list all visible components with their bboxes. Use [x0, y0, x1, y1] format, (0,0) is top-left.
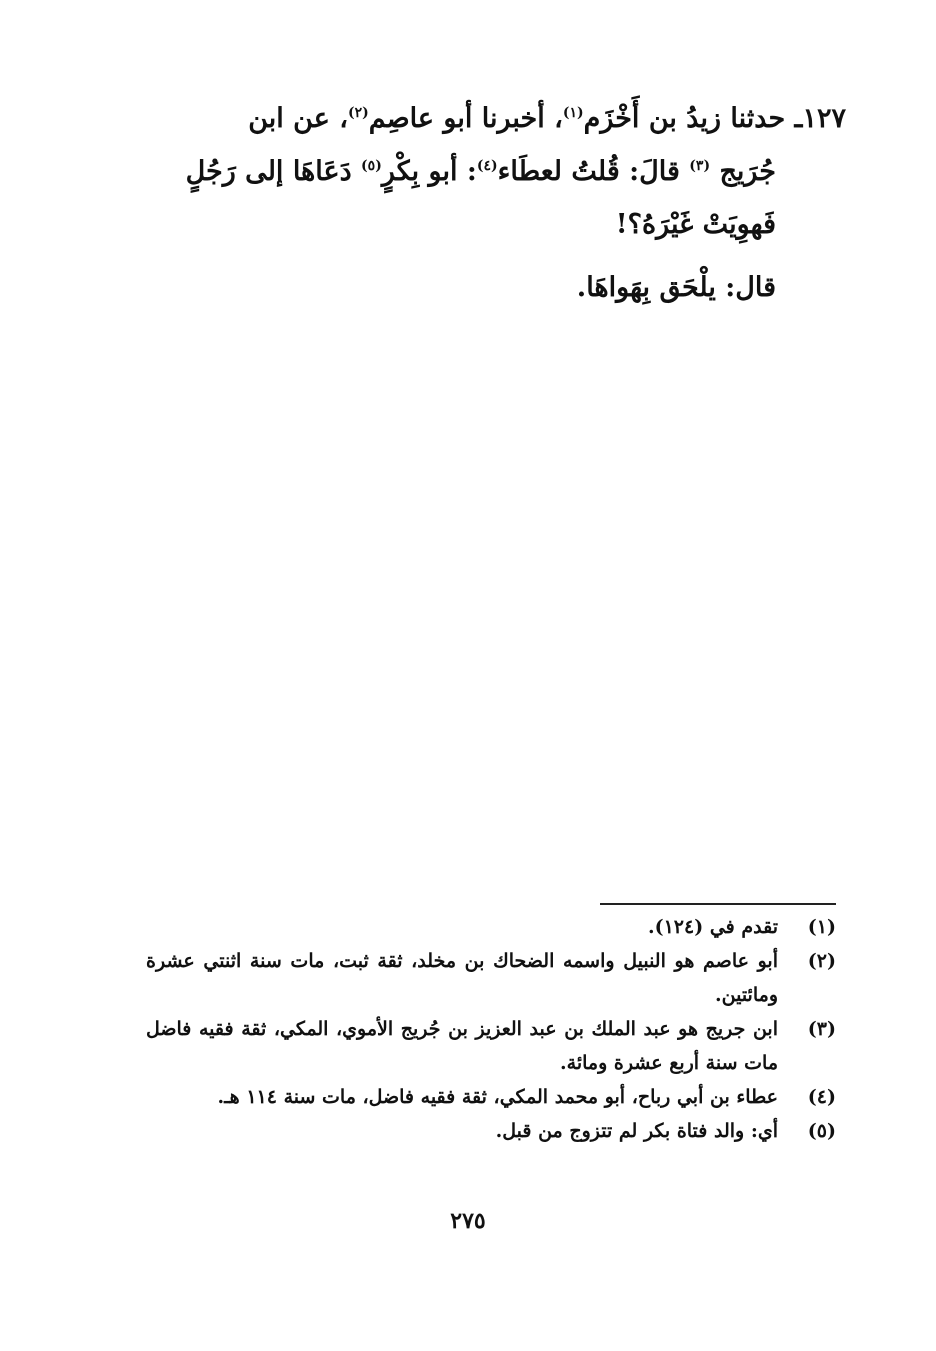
hadith-number: ١٢٧: [802, 103, 846, 134]
footnote-2: [146, 944, 836, 1012]
hadith-text: [156, 92, 846, 314]
footnote-number: (١): [807, 916, 836, 938]
footnote-4: [146, 1080, 836, 1114]
footnote-separator: [600, 903, 836, 905]
hadith-line-3: فَهوِيَتْ غَيْرَهُ؟!: [615, 209, 776, 240]
footnote-marker-4: (٤): [476, 158, 498, 174]
hadith-line-2: [156, 145, 846, 198]
footnote-number: (٢): [807, 950, 836, 972]
footnote-text: أي: والد فتاة بكر لم تتزوج من قبل.: [495, 1120, 778, 1142]
footnote-marker-3: (٣): [689, 158, 711, 174]
footnote-number: (٣): [807, 1018, 836, 1040]
hadith-text-segment: ، عن ابن: [248, 103, 348, 134]
hadith-text-segment: ، أخبرنا أبو عاصِم: [368, 103, 563, 134]
hadith-text-segment: ـ حدثنا زيدُ بن أَخْزَم: [583, 103, 803, 134]
hadith-line-1: [156, 92, 846, 145]
footnote-number: (٥): [807, 1120, 836, 1142]
hadith-text-segment: دَعَاهَا إلى رَجُلٍ: [185, 156, 362, 187]
footnote-number: (٤): [807, 1086, 836, 1108]
footnote-text: عطاء بن أبي رباح، أبو محمد المكي، ثقة فقيه فاضل، مات سنة ١١٤ هـ.: [217, 1086, 778, 1108]
footnotes: [146, 910, 836, 1148]
footnote-marker-1: (١): [562, 105, 584, 121]
hadith-text-segment: : أبو بِكْرٍ: [381, 156, 477, 187]
footnote-3: [146, 1012, 836, 1080]
footnote-text: ابن جريج هو عبد الملك بن عبد العزيز بن جُريج الأموي، المكي، ثقة فقيه فاضل مات سنة أربع عشرة ومائة.: [146, 1018, 778, 1074]
hadith-text-segment: قالَ: قُلتُ لعطَاء: [497, 156, 690, 187]
footnote-1: [146, 910, 836, 944]
footnote-text: أبو عاصم هو النبيل واسمه الضحاك بن مخلد، ثقة ثبت، مات سنة اثنتي عشرة ومائتين.: [146, 950, 778, 1006]
page-number: ٢٧٥: [450, 1208, 486, 1234]
footnote-5: [146, 1114, 836, 1148]
hadith-answer-line: قال: يلْحَق بِهَواهَا.: [576, 272, 776, 303]
footnote-text: تقدم في (١٢٤).: [647, 916, 778, 938]
footnote-marker-2: (٢): [347, 105, 369, 121]
footnote-marker-5: (٥): [361, 158, 382, 174]
hadith-text-segment: جُرَيج: [719, 156, 776, 187]
